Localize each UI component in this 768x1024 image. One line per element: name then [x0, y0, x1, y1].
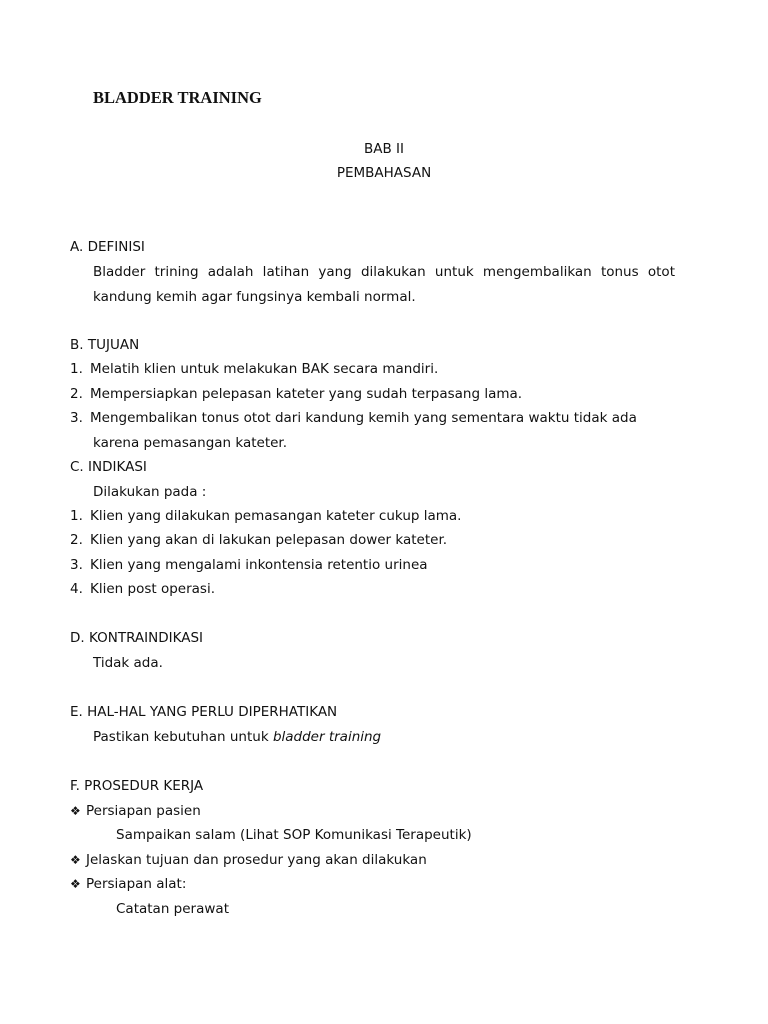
section-e-text: [93, 729, 381, 745]
chapter-title: PEMBAHASAN: [336, 165, 432, 181]
section-a-heading: A. DEFINISI: [70, 239, 145, 255]
list-number: 3.: [70, 410, 83, 426]
diamond-bullet-icon: ❖: [70, 804, 81, 818]
bullet-text: Persiapan pasien: [86, 803, 201, 819]
document-title: BLADDER TRAINING: [93, 88, 262, 107]
list-item: [70, 557, 428, 573]
list-item: [70, 410, 637, 426]
bullet-sub-text: Catatan perawat: [116, 901, 229, 917]
diamond-bullet-icon: ❖: [70, 853, 81, 867]
list-text: Klien yang dilakukan pemasangan kateter cukup lama.: [90, 508, 462, 524]
section-f-heading: F. PROSEDUR KERJA: [70, 778, 204, 794]
list-number: 4.: [70, 581, 83, 597]
list-number: 2.: [70, 386, 83, 402]
section-a-line-1: Bladder trining adalah latihan yang dilakukan untuk mengembalikan tonus otot: [93, 264, 675, 280]
bullet-item: [70, 803, 201, 819]
list-text: Mempersiapkan pelepasan kateter yang sudah terpasang lama.: [90, 386, 523, 402]
list-item: [70, 361, 438, 377]
list-text: Melatih klien untuk melakukan BAK secara mandiri.: [90, 361, 439, 377]
section-c-heading: C. INDIKASI: [70, 459, 147, 475]
list-text: Klien post operasi.: [90, 581, 215, 597]
list-number: 2.: [70, 532, 83, 548]
list-text: Klien yang akan di lakukan pelepasan dower kateter.: [90, 532, 448, 548]
bullet-text: Jelaskan tujuan dan prosedur yang akan dilakukan: [86, 852, 427, 868]
list-text: Klien yang mengalami inkontensia retentio urinea: [90, 557, 428, 573]
section-c-intro: Dilakukan pada :: [93, 484, 207, 500]
section-d-heading: D. KONTRAINDIKASI: [70, 630, 203, 646]
list-item: [70, 581, 215, 597]
list-text: Mengembalikan tonus otot dari kandung kemih yang sementara waktu tidak ada: [90, 410, 637, 426]
list-item: [70, 386, 522, 402]
bullet-sub-text: Sampaikan salam (Lihat SOP Komunikasi Terapeutik): [116, 827, 472, 843]
list-item: [70, 532, 447, 548]
list-item: [70, 508, 461, 524]
section-a-line-2: kandung kemih agar fungsinya kembali normal.: [93, 289, 416, 305]
diamond-bullet-icon: ❖: [70, 877, 81, 891]
section-d-text: Tidak ada.: [93, 655, 163, 671]
bullet-item: [70, 852, 427, 868]
bullet-item: [70, 876, 186, 892]
list-number: 1.: [70, 508, 83, 524]
chapter-number: BAB II: [363, 141, 404, 157]
section-e-text-prefix: Pastikan kebutuhan untuk: [93, 729, 273, 745]
list-item-continuation: karena pemasangan kateter.: [93, 435, 288, 451]
list-number: 1.: [70, 361, 83, 377]
list-number: 3.: [70, 557, 83, 573]
bullet-text: Persiapan alat:: [86, 876, 187, 892]
section-b-heading: B. TUJUAN: [70, 337, 140, 353]
section-e-text-italic: bladder training: [272, 729, 382, 745]
section-e-heading: E. HAL-HAL YANG PERLU DIPERHATIKAN: [70, 704, 338, 720]
